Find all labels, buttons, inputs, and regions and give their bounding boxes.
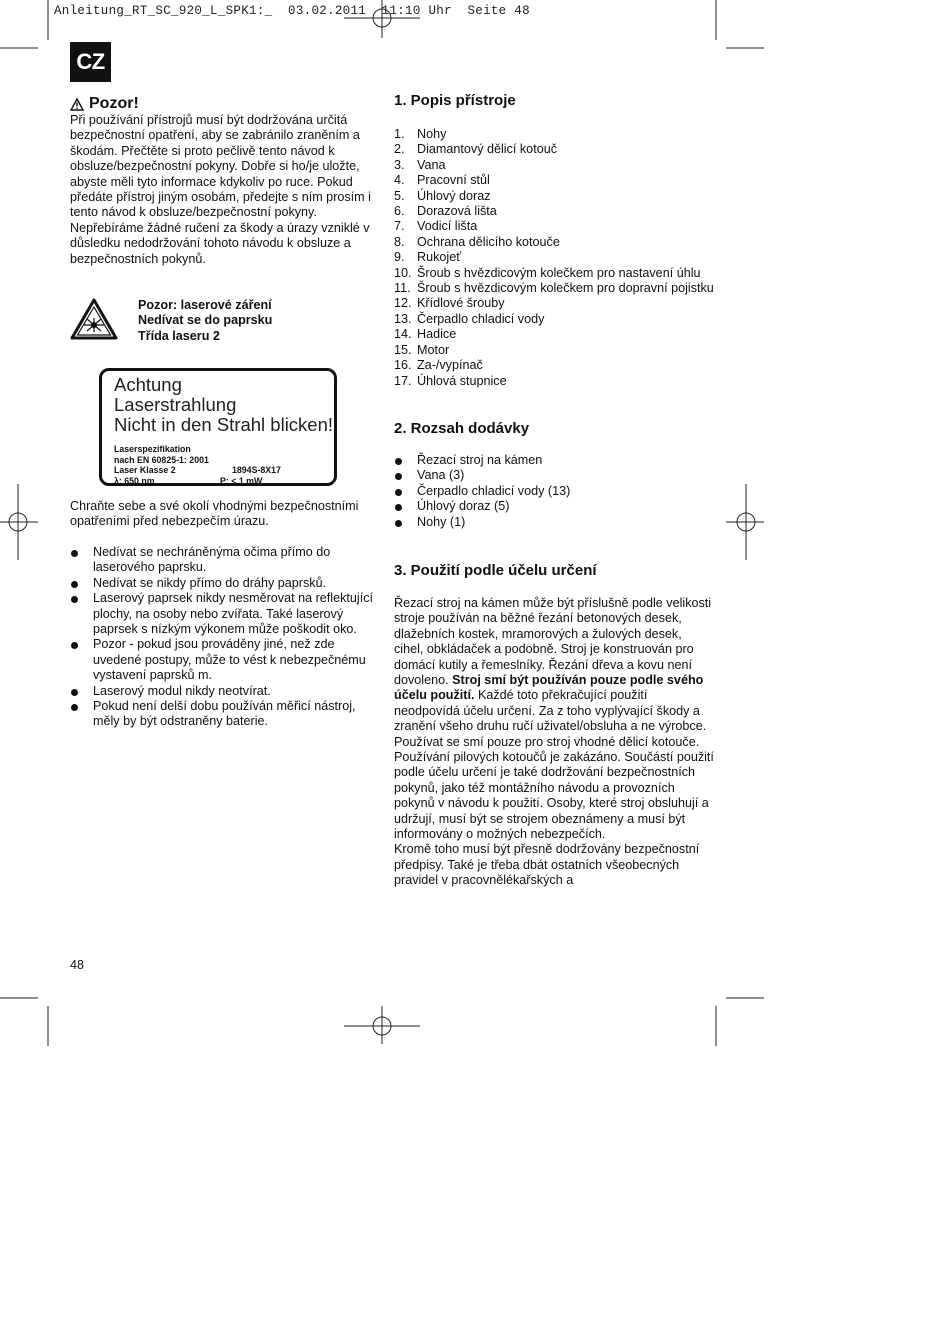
list-item: Úhlový doraz (5): [394, 499, 714, 514]
list-item: Laserový paprsek nikdy nesměrovat na reflektující plochy, na osoby nebo zvířata. Také laserový paprsek s nízkým výkonem může poškodit oko.: [70, 591, 375, 637]
section-3-title: 3. Použití podle účelu určení: [394, 561, 597, 579]
list-item: 10. Šroub s hvězdicovým kolečkem pro nastavení úhlu: [394, 265, 701, 280]
list-item: 16. Za-/vypínač: [394, 358, 483, 373]
section-1-title: 1. Popis přístroje: [394, 92, 516, 109]
spec-wavelength-row: λ: 650 nm P: < 1 mW: [114, 475, 263, 486]
list-item: Vana (3): [394, 468, 714, 483]
right-column: [394, 92, 714, 889]
list-item: 7. Vodicí lišta: [394, 219, 478, 234]
list-item: 14. Hadice: [394, 327, 457, 342]
list-item: 3. Vana: [394, 157, 446, 172]
print-slug: Anleitung_RT_SC_920_L_SPK1:_ 03.02.2011 11:10 Uhr Seite 48: [54, 4, 530, 18]
parts-list: [394, 127, 714, 389]
laser-safety-list: [70, 545, 375, 730]
list-item: Pokud není delší dobu používán měřicí nástroj, měly by být odstraněny baterie.: [70, 699, 375, 730]
spec-standard: nach EN 60825-1: 2001: [114, 454, 209, 465]
laser-warning-block: [70, 298, 375, 358]
list-item: 8. Ochrana dělicího kotouče: [394, 234, 560, 249]
list-item: Nedívat se nechráněnýma očima přímo do laserového paprsku.: [70, 545, 375, 576]
laser-line-3: Třída laseru 2: [138, 328, 220, 343]
warning-heading: [70, 95, 375, 113]
warning-body: Při používání přístrojů musí být dodržována určitá bezpečnostní opatření, aby se zabránilo zraněním a škodám. Přečtěte si proto pečlivě tento návod k obsluze/bezpečnostní pokyny. Dobře si ho/je uložte, abyste měli tyto informace kdykoliv po ruce. Pokud předáte přístroj jiným osobám, předejte s ním prosím i tento návod k obsluze/bezpečnostní pokyny. Nepřebíráme žádné ručení za škody a úrazy vzniklé v důsledku nedodržování tohoto návodu k obsluze a bezpečnostních pokynů.: [70, 113, 371, 266]
list-item: Nedívat se nikdy přímo do dráhy paprsků.: [70, 576, 375, 591]
list-item: Čerpadlo chladicí vody (13): [394, 484, 714, 499]
label-line-2: Laserstrahlung: [114, 394, 237, 416]
intended-use-text-2: Kromě toho musí být přesně dodržovány bezpečnostní předpisy. Také je třeba dbát ostatních všeobecných pravidel v pracovnělékařských a: [394, 842, 700, 888]
list-item: Pozor - pokud jsou prováděny jiné, než zde uvedené postupy, může to vést k nebezpečnému vystavení paprsků m.: [70, 637, 375, 683]
registration-mark-left: [0, 484, 38, 560]
list-item: Řezací stroj na kámen: [394, 453, 714, 468]
list-item: 9. Rukojeť: [394, 250, 461, 265]
section-2: [394, 420, 714, 530]
label-line-3: Nicht in den Strahl blicken!: [114, 414, 334, 436]
laser-hazard-icon: [70, 298, 118, 340]
laser-line-1: Pozor: laserové záření: [138, 298, 272, 313]
intended-use-text: Řezací stroj na kámen může být příslušně podle velikosti stroje používán na běžné řezání betonových desek, dlažebních kostek, mramorových a žulových desek, cihel, obkládaček a podobně. Stroj je konstruován pro domácí kutily a řemeslníky. Řezání dřeva a kovu není dovoleno. Stroj smí být používán pouze podle svého účelu použití. Každé toto překračující použití neodpovídá účelu určení. Za z toho vyplývající škody a zranění všeho druhu ručí uživatel/obsluha a ne výrobce. Používat se smí pouze pro stroj vhodné dělicí kotouče. Používání pilových kotoučů je zakázáno. Součástí použití podle účelu určení je také dodržování bezpečnostních pokynů, jako též montážního návodu a provozních pokynů v návodu k použití. Osoby, které stroj obsluhují a udržují, musí být se strojem obeznámeny a musí být informovány o možných nebezpečích.: [394, 595, 714, 842]
label-line-1: Achtung: [114, 374, 182, 396]
list-item: Nohy (1): [394, 515, 714, 530]
protect-text: Chraňte sebe a své okolí vhodnými bezpečnostními opatřeními před nebezpečím úrazu.: [70, 499, 359, 529]
spec-class-row: Laser Klasse 2 1894S-8X17: [114, 465, 281, 476]
warning-title: Pozor!: [89, 95, 139, 112]
list-item: 4. Pracovní stůl: [394, 173, 490, 188]
registration-mark-bottom: [344, 1006, 420, 1044]
list-item: 13. Čerpadlo chladicí vody: [394, 311, 545, 326]
list-item: 12. Křídlové šrouby: [394, 296, 505, 311]
laser-label: [99, 368, 337, 486]
list-item: 1. Nohy: [394, 127, 447, 141]
list-item: 6. Dorazová lišta: [394, 204, 497, 219]
section-2-title: 2. Rozsah dodávky: [394, 419, 530, 437]
list-item: 17. Úhlová stupnice: [394, 373, 507, 388]
registration-mark-right: [726, 484, 764, 560]
list-item: 5. Úhlový doraz: [394, 188, 491, 203]
list-item: 2. Diamantový dělicí kotouč: [394, 142, 557, 157]
list-item: 11. Šroub s hvězdicovým kolečkem pro dopravní pojistku: [394, 281, 714, 296]
spec-title: Laserspezifikation: [114, 444, 191, 455]
section-3: [394, 562, 714, 889]
laser-line-2: Nedívat se do paprsku: [138, 313, 273, 328]
left-column: [70, 95, 375, 730]
warning-triangle-icon: [70, 98, 84, 111]
language-tab: CZ: [70, 42, 111, 82]
delivery-list: [394, 453, 714, 530]
list-item: 15. Motor: [394, 342, 450, 357]
page-number: 48: [70, 958, 85, 972]
laser-specification: [114, 444, 334, 486]
list-item: Laserový modul nikdy neotvírat.: [70, 684, 375, 699]
